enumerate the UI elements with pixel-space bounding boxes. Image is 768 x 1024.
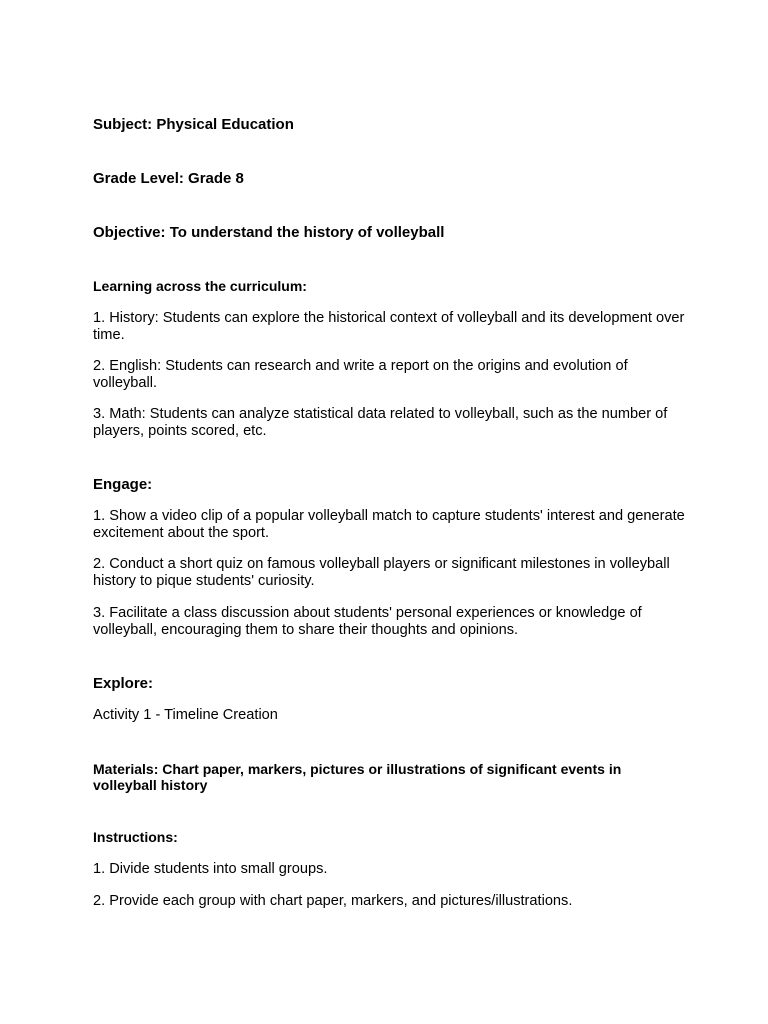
curriculum-heading: Learning across the curriculum: bbox=[93, 278, 307, 294]
grade-level-heading: Grade Level: Grade 8 bbox=[93, 170, 244, 187]
curriculum-item-math: 3. Math: Students can analyze statistical data related to volleyball, such as the number of players, points scored, etc. bbox=[93, 406, 668, 439]
engage-item-quiz: 2. Conduct a short quiz on famous volleyball players or significant milestones in volleyball history to pique students' curiosity. bbox=[93, 556, 670, 589]
materials-text: Materials: Chart paper, markers, pictures or illustrations of significant events in volleyball history bbox=[93, 761, 622, 794]
subject-heading: Subject: Physical Education bbox=[93, 116, 294, 133]
engage-heading: Engage: bbox=[93, 476, 153, 493]
engage-item-discussion: 3. Facilitate a class discussion about students' personal experiences or knowledge of volleyball, encouraging them to share their thoughts and opinions. bbox=[93, 605, 642, 638]
curriculum-item-history: 1. History: Students can explore the historical context of volleyball and its development over time. bbox=[93, 310, 685, 343]
objective-heading: Objective: To understand the history of volleyball bbox=[93, 224, 445, 241]
curriculum-item-english: 2. English: Students can research and write a report on the origins and evolution of volleyball. bbox=[93, 358, 628, 391]
instruction-item-divide: 1. Divide students into small groups. bbox=[93, 861, 328, 877]
instruction-item-provide: 2. Provide each group with chart paper, markers, and pictures/illustrations. bbox=[93, 893, 573, 909]
instructions-heading: Instructions: bbox=[93, 829, 178, 845]
engage-item-video: 1. Show a video clip of a popular volleyball match to capture students' interest and generate excitement about the sport. bbox=[93, 508, 685, 541]
explore-heading: Explore: bbox=[93, 675, 154, 692]
activity-title: Activity 1 - Timeline Creation bbox=[93, 707, 278, 723]
